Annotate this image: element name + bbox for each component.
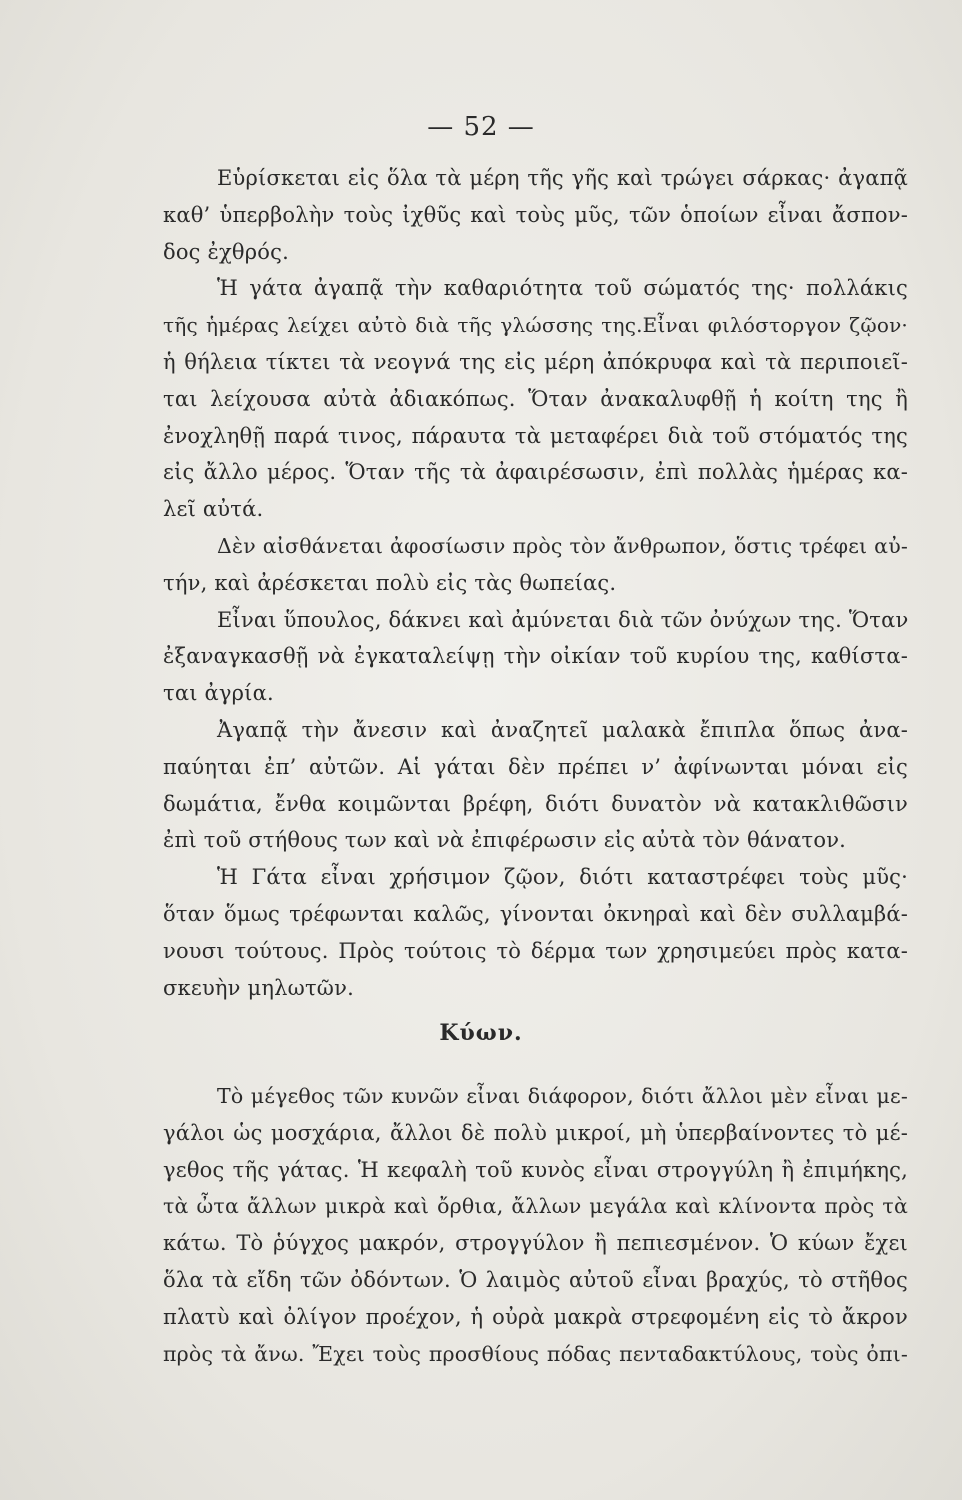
text-line: ἐπὶ τοῦ στήθους των καὶ νὰ ἐπιφέρωσιν εἰς αὐτὰ τὸν θάνατον. [163,828,847,853]
text-line: Ἡ Γάτα εἶναι χρήσιμον ζῷον, διότι καταστρέφει τοὺς μῦς· [217,865,908,890]
section-heading-dog: Κύων. [439,1020,523,1046]
text-line: Εὑρίσκεται εἰς ὅλα τὰ μέρη τῆς γῆς καὶ τρώγει σάρκας· ἀγαπᾷ [217,166,908,190]
text-line: τῆς ἡμέρας λείχει αὐτὸ διὰ τῆς γλώσσης της.Εἶναι φιλόστοργον ζῷον· [163,313,908,338]
text-line: ἐξαναγκασθῇ νὰ ἐγκαταλείψῃ τὴν οἰκίαν τοῦ κυρίου της, καθίστα- [163,644,908,669]
text-line: ἡ θήλεια τίκτει τὰ νεογνά της εἰς μέρη ἀπόκρυφα καὶ τὰ περιποιεῖ- [163,349,908,374]
text-line: γάλοι ὡς μοσχάρια, ἄλλοι δὲ πολὺ μικροί, μὴ ὑπερβαίνοντες τὸ μέ- [163,1120,908,1145]
text-line: Εἶναι ὕπουλος, δάκνει καὶ ἀμύνεται διὰ τῶν ὀνύχων της. Ὅταν [217,607,909,632]
text-line: Ἡ γάτα ἀγαπᾷ τὴν καθαριότητα τοῦ σώματός της· πολλάκις [217,276,908,301]
text-line: Δὲν αἰσθάνεται ἀφοσίωσιν πρὸς τὸν ἄνθρωπον, ὅστις τρέφει αὐ- [217,533,908,558]
section-dog-text [163,1078,908,1372]
page-number: — 52 — [427,112,535,142]
text-line: γεθος τῆς γάτας. Ἡ κεφαλὴ τοῦ κυνὸς εἶναι στρογγύλη ἢ ἐπιμήκης, [163,1157,908,1182]
text-line: ὅλα τὰ εἴδη τῶν ὀδόντων. Ὁ λαιμὸς αὐτοῦ εἶναι βραχύς, τὸ στῆθος [163,1267,908,1292]
text-line: σκευὴν μηλωτῶν. [163,975,354,1000]
section-cat-text [163,160,908,1006]
text-line: Ἀγαπᾷ τὴν ἄνεσιν καὶ ἀναζητεῖ μαλακὰ ἔπιπλα ὅπως ἀνα- [217,717,908,742]
text-line: τήν, καὶ ἀρέσκεται πολὺ εἰς τὰς θωπείας. [163,570,617,595]
text-line: ται ἀγρία. [163,681,274,706]
text-line: ται λείχουσα αὐτὰ ἀδιακόπως. Ὅταν ἀνακαλυφθῇ ἡ κοίτη της ἢ [163,386,908,411]
text-line: νουσι τούτους. Πρὸς τούτοις τὸ δέρμα των χρησιμεύει πρὸς κατα- [163,938,908,963]
text-line: καθ’ ὑπερβολὴν τοὺς ἰχθῦς καὶ τοὺς μῦς, τῶν ὁποίων εἶναι ἄσπον- [163,202,908,227]
text-line: ὅταν ὅμως τρέφωνται καλῶς, γίνονται ὀκνηραὶ καὶ δὲν συλλαμβά- [163,901,908,926]
text-line: εἰς ἄλλο μέρος. Ὅταν τῆς τὰ ἀφαιρέσωσιν, ἐπὶ πολλὰς ἡμέρας κα- [163,460,908,485]
text-line: δος ἐχθρός. [163,239,289,264]
text-line: Τὸ μέγεθος τῶν κυνῶν εἶναι διάφορον, διότι ἄλλοι μὲν εἶναι με- [217,1084,908,1108]
text-line: δωμάτια, ἔνθα κοιμῶνται βρέφη, διότι δυνατὸν νὰ κατακλιθῶσιν [163,791,908,816]
text-line: ἐνοχληθῇ παρά τινος, πάραυτα τὰ μεταφέρει διὰ τοῦ στόματός της [163,423,908,448]
text-line: τὰ ὦτα ἄλλων μικρὰ καὶ ὄρθια, ἄλλων μεγάλα καὶ κλίνοντα πρὸς τὰ [163,1194,908,1219]
text-line: λεῖ αὐτά. [163,497,264,522]
text-line: πλατὺ καὶ ὀλίγον προέχον, ἡ οὐρὰ μακρὰ στρεφομένη εἰς τὸ ἄκρον [163,1304,908,1329]
text-line: παύηται ἐπ’ αὐτῶν. Αἱ γάται δὲν πρέπει ν’ ἀφίνωνται μόναι εἰς [163,754,908,779]
text-line: πρὸς τὰ ἄνω. Ἔχει τοὺς προσθίους πόδας πενταδακτύλους, τοὺς ὀπι- [163,1341,908,1366]
text-line: κάτω. Τὸ ῥύγχος μακρόν, στρογγύλον ἢ πεπιεσμένον. Ὁ κύων ἔχει [163,1231,908,1256]
